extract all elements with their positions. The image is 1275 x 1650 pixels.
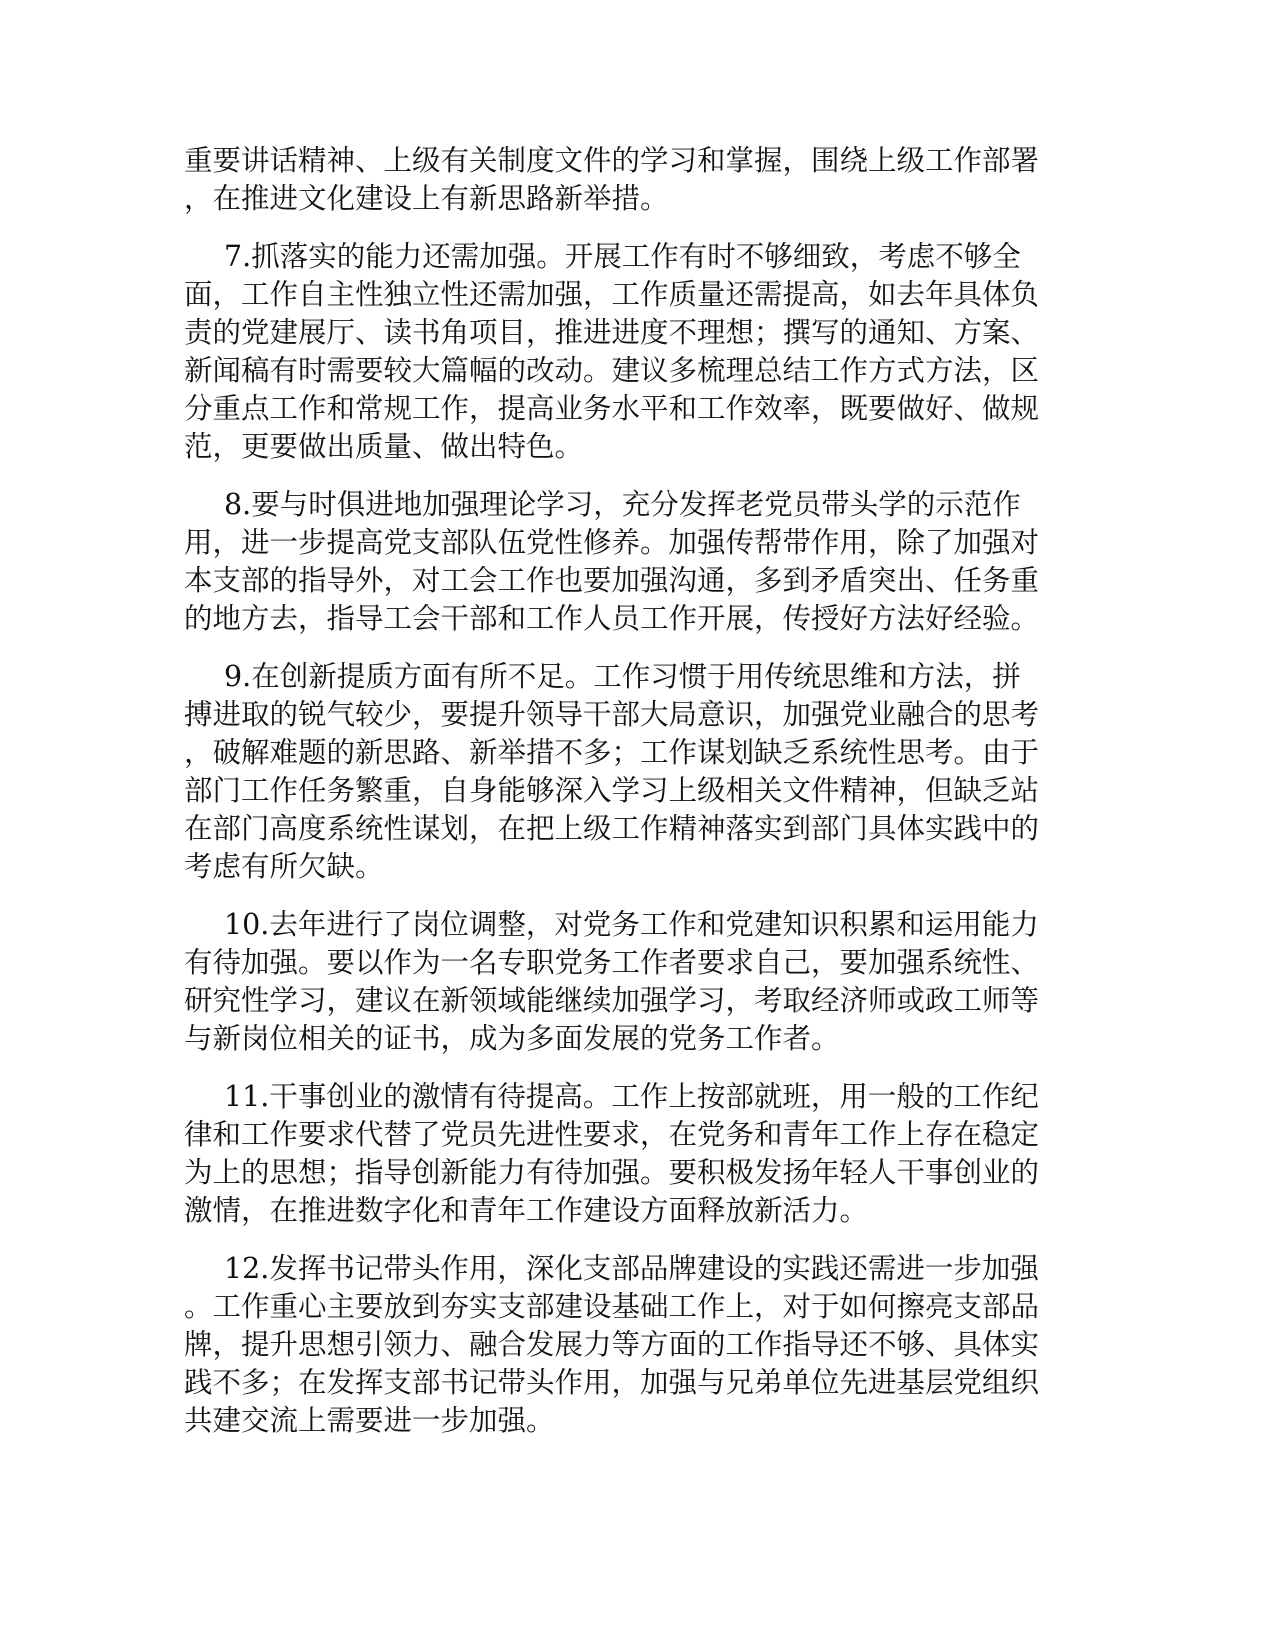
item-9-paragraph: 9.在创新提质方面有所不足。工作习惯于用传统思维和方法，拼搏进取的锐气较少，要提升领导干部大局意识，加强党业融合的思考，破解难题的新思路、新举措不多；工作谋划缺乏系统性思考。由于部门工作任务繁重，自身能够深入学习上级相关文件精神，但缺乏站在部门高度系统性谋划，在把上级工作精神落实到部门具体实践中的考虑有所欠缺。 bbox=[184, 660, 1040, 883]
item-7-paragraph: 7.抓落实的能力还需加强。开展工作有时不够细致，考虑不够全面，工作自主性独立性还需加强，工作质量还需提高，如去年具体负责的党建展厅、读书角项目，推进进度不理想；撰写的通知、方案、新闻稿有时需要较大篇幅的改动。建议多梳理总结工作方式方法，区分重点工作和常规工作，提高业务水平和工作效率，既要做好、做规范，更要做出质量、做出特色。 bbox=[184, 240, 1040, 463]
document-page bbox=[184, 142, 1044, 1460]
item-12-paragraph: 12.发挥书记带头作用，深化支部品牌建设的实践还需进一步加强。工作重心主要放到夯实支部建设基础工作上，对于如何擦亮支部品牌，提升思想引领力、融合发展力等方面的工作指导还不够、具体实践不多；在发挥支部书记带头作用，加强与兄弟单位先进基层党组织共建交流上需要进一步加强。 bbox=[184, 1252, 1040, 1437]
item-11-paragraph: 11.干事创业的激情有待提高。工作上按部就班，用一般的工作纪律和工作要求代替了党员先进性要求，在党务和青年工作上存在稳定为上的思想；指导创新能力有待加强。要积极发扬年轻人干事创业的激情，在推进数字化和青年工作建设方面释放新活力。 bbox=[184, 1080, 1040, 1227]
continued-paragraph: 重要讲话精神、上级有关制度文件的学习和掌握，围绕上级工作部署，在推进文化建设上有新思路新举措。 bbox=[184, 144, 1040, 215]
item-10-paragraph: 10.去年进行了岗位调整，对党务工作和党建知识积累和运用能力有待加强。要以作为一名专职党务工作者要求自己，要加强系统性、研究性学习，建议在新领域能继续加强学习，考取经济师或政工师等与新岗位相关的证书，成为多面发展的党务工作者。 bbox=[184, 908, 1040, 1055]
item-8-paragraph: 8.要与时俱进地加强理论学习，充分发挥老党员带头学的示范作用，进一步提高党支部队伍党性修养。加强传帮带作用，除了加强对本支部的指导外，对工会工作也要加强沟通，多到矛盾突出、任务重的地方去，指导工会干部和工作人员工作开展，传授好方法好经验。 bbox=[184, 488, 1040, 635]
